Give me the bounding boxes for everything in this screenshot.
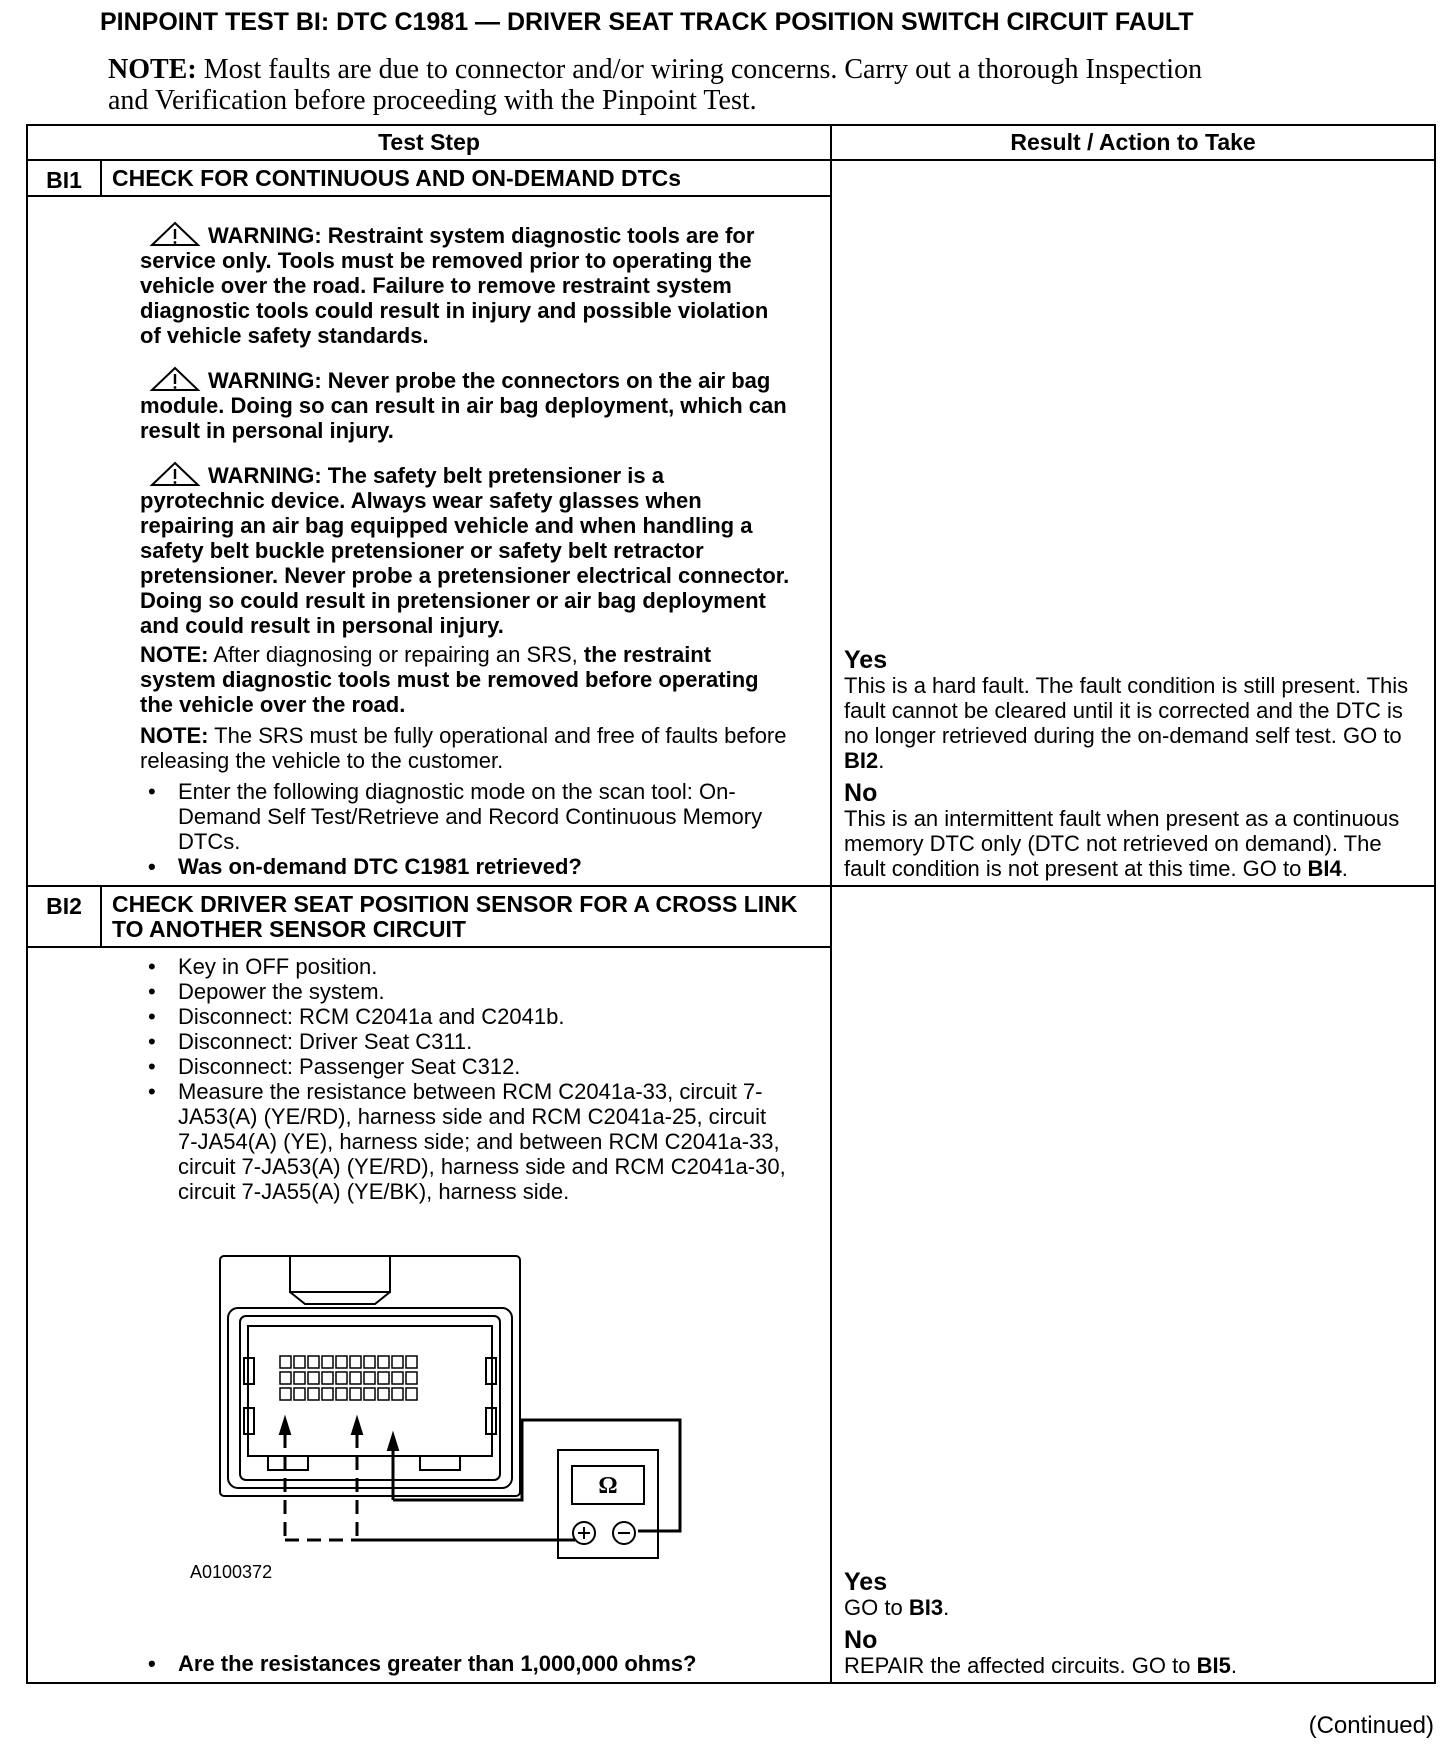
step-bi2-result [831, 886, 1435, 1683]
connector-pin [308, 1372, 319, 1384]
step-id: BI1 [27, 160, 101, 196]
connector-pin [336, 1372, 347, 1384]
step-question: • Was on-demand DTC C1981 retrieved? [140, 854, 790, 879]
list-item: • Disconnect: Passenger Seat C312. [140, 1054, 790, 1079]
connector-pin [322, 1388, 333, 1400]
connector-pin [392, 1372, 403, 1384]
connector-pin [350, 1372, 361, 1384]
connector-pin [280, 1372, 291, 1384]
connector-pin [392, 1356, 403, 1368]
step-question: • Are the resistances greater than 1,000,000 ohms? [140, 1651, 790, 1676]
ohm-symbol: Ω [598, 1473, 618, 1499]
no-action: REPAIR the affected circuits. GO to BI5. [844, 1653, 1237, 1678]
step-bi2-body [27, 947, 831, 1683]
connector-pin [378, 1388, 389, 1400]
yes-label: Yes [844, 1568, 888, 1596]
connector-pin [378, 1372, 389, 1384]
connector-pin [294, 1388, 305, 1400]
list-item: • Measure the resistance between RCM C2041a-33, circuit 7-JA53(A) (YE/RD), harness side and RCM C2041a-25, circuit 7-JA54(A) (YE), harness side; and between RCM C2041a-33, circuit 7-JA53(A) (YE/RD), harness side and RCM C2041a-30, circuit 7-JA55(A) (YE/BK), harness side. [140, 1079, 790, 1204]
warning-icon [148, 461, 202, 487]
connector-pin [406, 1356, 417, 1368]
list-item: • Disconnect: RCM C2041a and C2041b. [140, 1004, 790, 1029]
list-item: • Disconnect: Driver Seat C311. [140, 1029, 790, 1054]
figure-id: A0100372 [190, 1562, 273, 1582]
page-title: PINPOINT TEST BI: DTC C1981 — DRIVER SEAT TRACK POSITION SWITCH CIRCUIT FAULT [100, 8, 1194, 36]
connector-pin [378, 1356, 389, 1368]
step-bi2-heading-row [27, 886, 1435, 947]
connector-pin [350, 1356, 361, 1368]
connector-pin [392, 1388, 403, 1400]
connector-pin [308, 1356, 319, 1368]
yes-action: GO to BI3. [844, 1595, 950, 1620]
connector-pin [364, 1388, 375, 1400]
connector-pin [364, 1356, 375, 1368]
goto-link: BI4 [1307, 856, 1342, 881]
connector-pin [280, 1388, 291, 1400]
step-bi1-result [831, 160, 1435, 886]
step-heading: CHECK DRIVER SEAT POSITION SENSOR FOR A CROSS LINK TO ANOTHER SENSOR CIRCUIT [101, 886, 831, 947]
list-item: • Key in OFF position. [140, 954, 790, 979]
step-bi1-bullets [140, 779, 790, 879]
connector-diagram [190, 1248, 780, 1643]
goto-link: BI2 [844, 748, 879, 773]
warning-2: WARNING: Never probe the connectors on the air bag module. Doing so can result in air bag deployment, which can result in personal injury. [140, 368, 787, 443]
connector-pin [336, 1356, 347, 1368]
note-label: NOTE: [108, 54, 197, 85]
connector-drawing [190, 1248, 780, 1643]
step-bi1-heading-row [27, 160, 1435, 196]
step-bi1-body [27, 196, 831, 886]
warning-icon [148, 221, 202, 247]
note-text: Most faults are due to connector and/or wiring concerns. Carry out a thorough Inspection and Verification before proceeding with the Pinpoint Test. [108, 54, 1203, 116]
list-item: • Depower the system. [140, 979, 790, 1004]
connector-pin [322, 1372, 333, 1384]
step-id: BI2 [27, 886, 101, 947]
connector-pin [308, 1388, 319, 1400]
header-result: Result / Action to Take [831, 125, 1435, 160]
header-test-step: Test Step [27, 125, 831, 160]
yes-action: This is a hard fault. The fault condition is still present. This fault cannot be cleared until it is corrected and the DTC is no longer retrieved during the on-demand self test. GO to BI2. [844, 673, 1409, 773]
warning-icon [148, 366, 202, 392]
warning-3: WARNING: The safety belt pretensioner is a pyrotechnic device. Always wear safety glasses when repairing an air bag equipped vehicle and when handling a safety belt buckle pretensioner or safety belt retractor pretensioner. Never probe a pretensioner electrical connector. Doing so could result in pretensioner or air bag deployment and could result in personal injury. [140, 463, 790, 638]
intro-note [108, 54, 1238, 116]
table-header-row [27, 125, 1435, 160]
connector-pin [336, 1388, 347, 1400]
step-bi2-question-list [140, 1651, 790, 1676]
no-action: This is an intermittent fault when present as a continuous memory DTC only (DTC not retrieved on demand). The fault condition is not present at this time. GO to BI4. [844, 806, 1400, 881]
connector-pin [406, 1372, 417, 1384]
warning-1: WARNING: Restraint system diagnostic tools are for service only. Tools must be removed prior to operating the vehicle over the road. Failure to remove restraint system diagnostic tools could result in injury and possible violation of vehicle safety standards. [140, 223, 769, 348]
no-label: No [844, 1626, 878, 1654]
step-bi2-bullets [140, 954, 790, 1204]
list-item: • Enter the following diagnostic mode on the scan tool: On-Demand Self Test/Retrieve and Record Continuous Memory DTCs. [140, 779, 790, 854]
pinpoint-test-table [26, 124, 1436, 1684]
goto-link: BI3 [908, 1595, 944, 1620]
connector-pin [406, 1388, 417, 1400]
connector-pin [294, 1372, 305, 1384]
connector-pin [364, 1372, 375, 1384]
step-heading: CHECK FOR CONTINUOUS AND ON-DEMAND DTCs [101, 160, 831, 196]
yes-label: Yes [844, 646, 888, 674]
note-restraint-tools: NOTE: After diagnosing or repairing an SRS, the restraint system diagnostic tools must be removed before operating the vehicle over the road. [140, 642, 759, 717]
connector-pin [294, 1356, 305, 1368]
note-srs-operational: NOTE: The SRS must be fully operational and free of faults before releasing the vehicle to the customer. [140, 723, 787, 773]
connector-pin [350, 1388, 361, 1400]
connector-pin [280, 1356, 291, 1368]
no-label: No [844, 779, 878, 807]
goto-link: BI5 [1196, 1653, 1231, 1678]
continued-label: (Continued) [1308, 1712, 1434, 1739]
connector-pin [322, 1356, 333, 1368]
